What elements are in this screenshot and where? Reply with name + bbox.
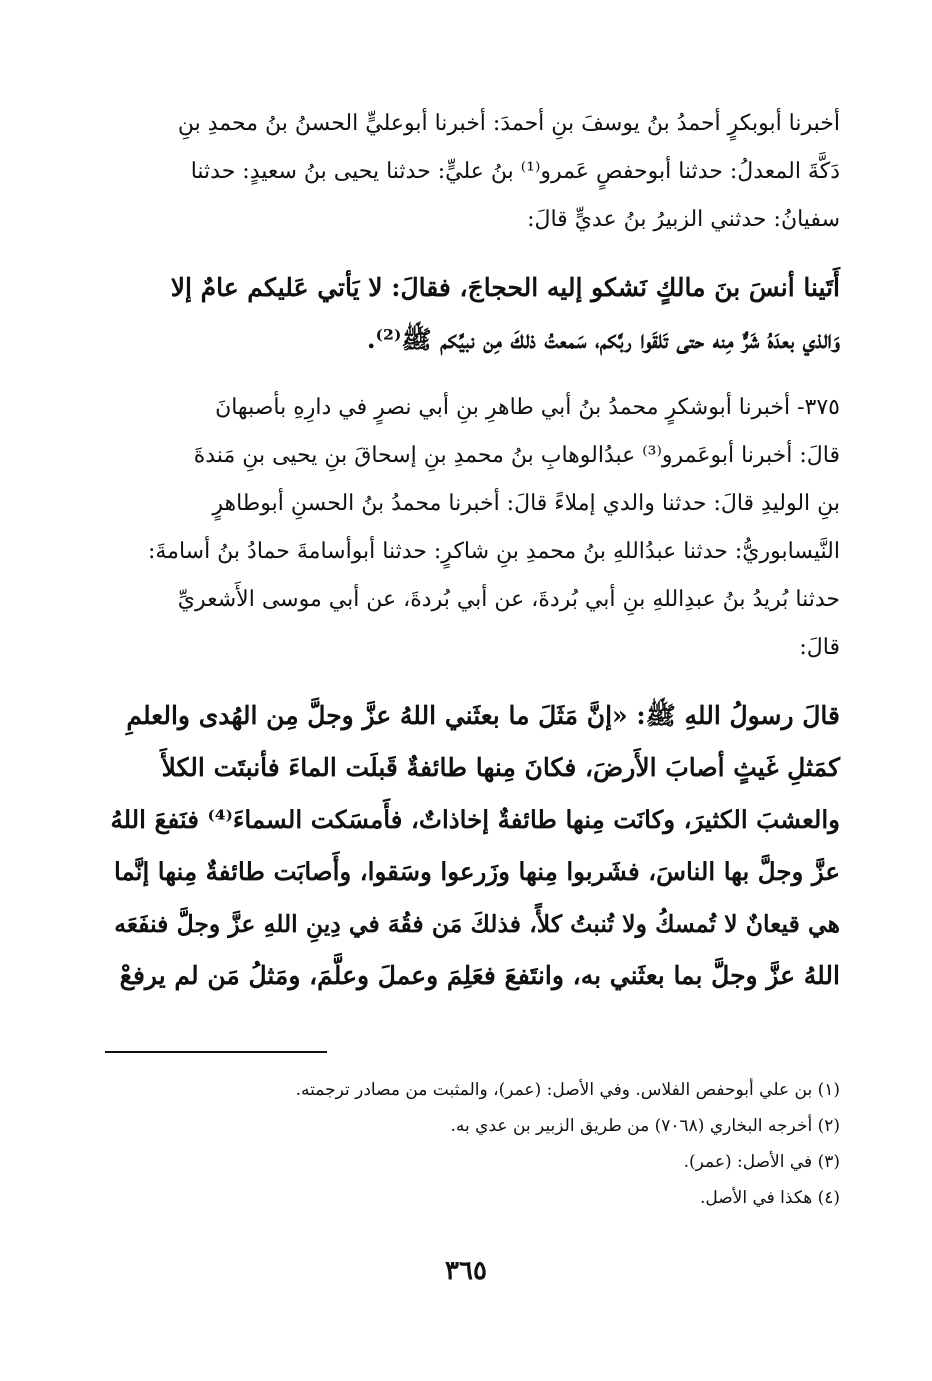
footnotes	[100, 1072, 840, 1216]
footnote-divider	[105, 1051, 327, 1053]
text-line: قالَ:	[799, 635, 840, 660]
text-line: النَّيسابوريُّ: حدثنا عبدُاللهِ بنُ محمدِ بنِ شاكرٍ: حدثنا أبوأسامةَ حمادُ بنُ أسامةَ:	[147, 539, 840, 564]
text-line: قالَ رسولُ اللهِ ﷺ: «إنَّ مَثَلَ ما بعثَني اللهُ عزَّ وجلَّ مِن الهُدى والعلمِ	[126, 701, 840, 730]
footnote-4: (٤) هكذا في الأصل.	[699, 1188, 840, 1208]
text-line: اللهُ عزَّ وجلَّ بما بعثَني به، وانتَفعَ فعَلِمَ وعملَ وعلَّمَ، ومَثلُ مَن لم يرفعْ	[119, 961, 840, 990]
page-number: ٣٦٥	[445, 1256, 487, 1286]
text-line: وَالذي بعدَهُ شَرٌّ مِنه حتى تَلقَوا ربَّكم، سَمعتُ ذلكَ مِن نبيِّكم ﷺ⁽²⁾.	[366, 325, 840, 354]
text-line: والعشبَ الكثيرَ، وكانَت مِنها طائفةٌ إخاذاتٌ، فأَمسَكت السماءَ⁽⁴⁾ فنَفعَ اللهُ	[110, 805, 840, 834]
text-line: قالَ: أخبرنا أبوعَمرو⁽³⁾ عبدُالوهابِ بنُ محمدِ بنِ إسحاقَ بنِ يحيى بنِ مَندةَ	[193, 443, 840, 468]
text-line: ٣٧٥- أخبرنا أبوشكرٍ محمدُ بنُ أبي طاهرِ بنِ أبي نصرٍ في دارِهِ بأصبهانَ	[215, 395, 840, 420]
text-line: أَتَينا أنسَ بنَ مالكٍ نَشكو إليه الحجاجَ، فقالَ: لا يَأتي عَليكم عامٌ إلا	[170, 273, 840, 302]
text-line: سفيانُ: حدثني الزبيرُ بنُ عديٍّ قالَ:	[527, 207, 840, 232]
text-line: هي قيعانٌ لا تُمسكُ ولا تُنبتُ كلأً، فذلكَ مَن فقُهَ في دِينِ اللهِ عزَّ وجلَّ فنفَعَه	[114, 910, 840, 938]
text-line: أخبرنا أبوبكرٍ أحمدُ بنُ يوسفَ بنِ أحمدَ: أخبرنا أبوعليٍّ الحسنُ بنُ محمدِ بنِ	[177, 111, 840, 136]
footnote-3: (٣) في الأصل: (عمر).	[683, 1152, 840, 1172]
footnote-2: (٢) أخرجه البخاري (٧٠٦٨) من طريق الزبير بن عدي به.	[450, 1116, 840, 1136]
footnote-1: (١) بن علي أبوحفص الفلاس. وفي الأصل: (عمر)، والمثبت من مصادر ترجمته.	[295, 1080, 840, 1100]
matn-paragraph-1	[100, 262, 840, 366]
text-line: حدثنا بُريدُ بنُ عبدِاللهِ بنِ أبي بُردةَ، عن أبي بُردةَ، عن أبي موسى الأَشعريِّ	[177, 587, 840, 612]
text-line: كمَثلِ غَيثٍ أصابَ الأَرضَ، فكانَ مِنها طائفةٌ قَبلَت الماءَ فأنبتَت الكلأَ	[161, 753, 840, 782]
matn-paragraph-2	[100, 690, 840, 1002]
main-text	[100, 100, 840, 1020]
text-line: دَكَّةَ المعدلُ: حدثنا أبوحفصٍ عَمرو⁽¹⁾ بنُ عليٍّ: حدثنا يحيى بنُ سعيدٍ: حدثنا	[190, 159, 840, 184]
isnad-paragraph-1	[100, 100, 840, 244]
isnad-paragraph-2	[100, 384, 840, 672]
text-line: عزَّ وجلَّ بها الناسَ، فشَربوا مِنها وزَرعوا وسَقوا، وأَصابَت طائفةٌ مِنها إنَّما	[114, 857, 840, 886]
text-line: بنِ الوليدِ قالَ: حدثنا والدي إملاءً قالَ: أخبرنا محمدُ بنُ الحسنِ أبوطاهرٍ	[212, 491, 840, 516]
